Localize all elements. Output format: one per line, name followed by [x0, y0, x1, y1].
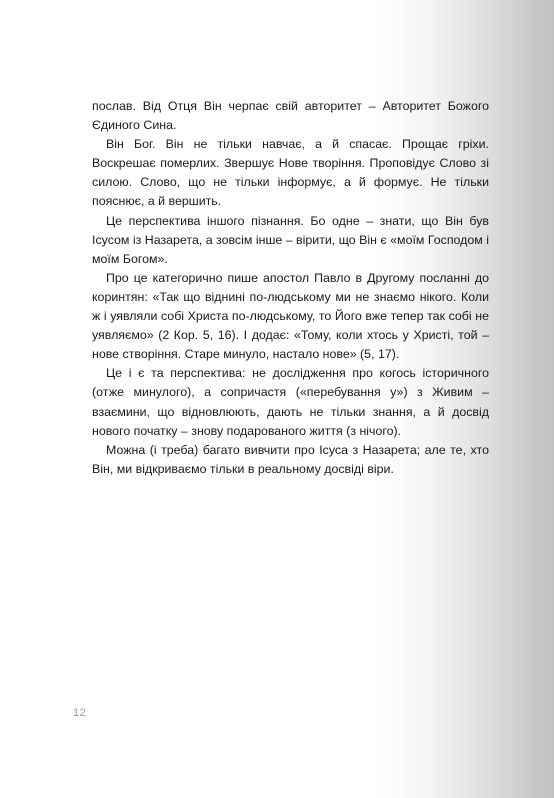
paragraph-2: Він Бог. Він не тільки навчає, а й спасає. Прощає гріхи. Воскрешає померлих. Звершує Нове творіння. Проповідує Слово зі силою. Слово, що не тільки інформує, а й формує. Не тільки пояснює, а й вершить.: [92, 137, 489, 209]
paragraph-4: Про це категорично пише апостол Павло в Другому посланні до коринтян: «Так що віднині по-людському ми не знаємо нікого. Коли ж і уявляли собі Христа по-людському, то Його вже тепер так собі не уявляємо» (2 Кор. 5, 16). І додає: «Тому, коли хтось у Христі, той – нове створіння. Старе минуло, настало нове» (5, 17).: [92, 270, 489, 362]
paragraph-3: Це перспектива іншого пізнання. Бо одне – знати, що Він був Ісусом із Назарета, а зовсім інше – вірити, що Він є «моїм Господом і моїм Богом».: [92, 213, 489, 266]
page-body-text: [92, 97, 489, 479]
paragraph-1: послав. Від Отця Він черпає свій авторитет – Авторитет Божого Єдиного Сина.: [92, 99, 489, 133]
page-number: 12: [73, 707, 87, 719]
paragraph-5: Це і є та перспектива: не дослідження про когось історичного (отже минулого), а сопричастя («перебування у») з Живим – взаємини, що відновлюють, дають не тільки знання, а й досвід нового початку – знову подарованого життя (з нічого).: [92, 366, 489, 438]
paragraph-6: Можна (і треба) багато вивчити про Ісуса з Назарета; але те, хто Він, ми відкриваємо тільки в реальному досвіді віри.: [92, 442, 489, 476]
